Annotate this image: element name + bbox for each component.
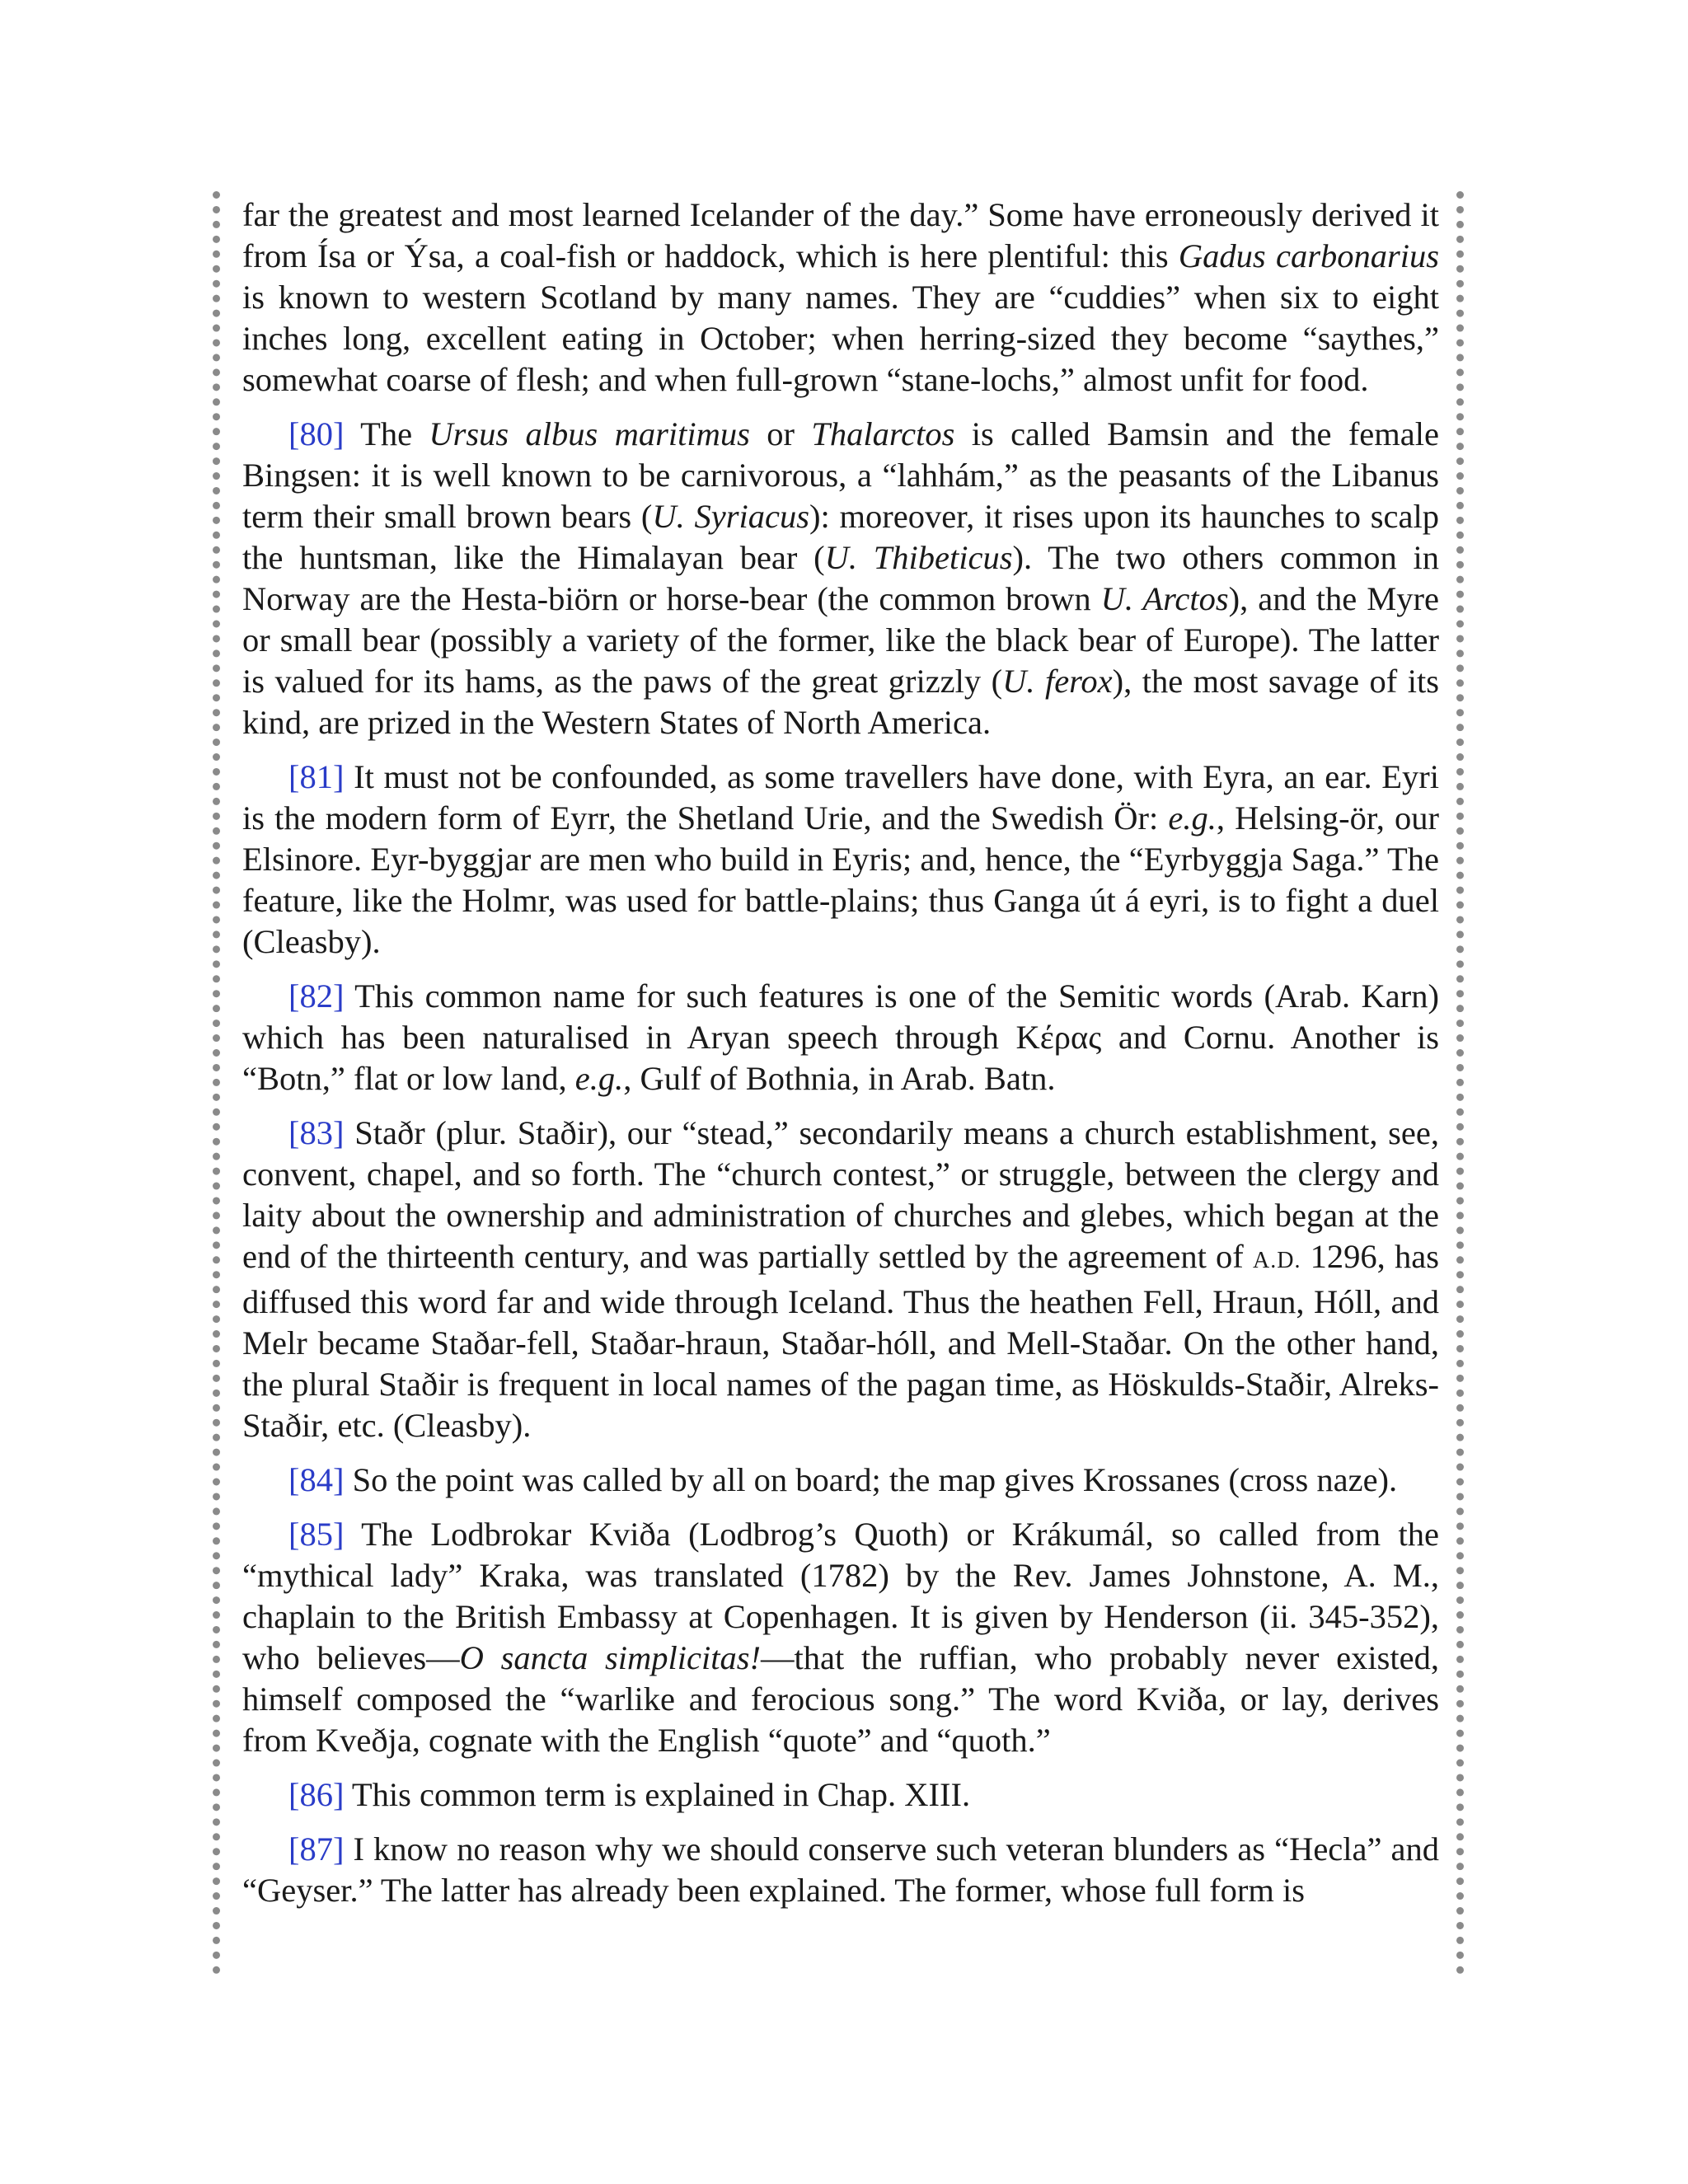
footnote-paragraph [242,1774,1439,1816]
body-text: ): moreover, it rises upon its haunches to scalp the huntsman, like the Himalayan bear ( [242,498,1439,576]
footnote-paragraph [242,194,1439,401]
footnote-ref-link[interactable]: [84] [288,1461,345,1498]
body-text: —that the ruffian, who probably never existed, himself composed the “warlike and ferocious song.” The word Kviða, or lay, derives from Kveðja, cognate with the English “quote” and “quoth.” [242,1639,1439,1759]
body-text: , Gulf of Bothnia, in Arab. Batn. [623,1060,1056,1097]
footnote-paragraph [242,1514,1439,1761]
footnote-ref-link[interactable]: [80] [288,415,345,452]
footnote-ref-link[interactable]: [87] [288,1830,345,1868]
footnote-ref-link[interactable]: [86] [288,1776,345,1813]
body-text: far the greatest and most learned Icelander of the day.” Some have erroneously derived it from Ísa or Ýsa, a coal-fish or haddock, which is here plentiful: this [242,196,1439,274]
footnote-paragraph [242,1829,1439,1911]
body-text: The Lodbrokar Kviða (Lodbrog’s Quoth) or Krákumál, so called from the “mythical lady” Kraka, was translated (1782) by the Rev. James Johnstone, A. M., chaplain to the British Embassy at Copenhagen. It is given by Henderson (ii. 345-352), who believes— [242,1516,1439,1676]
body-text: is known to western Scotland by many names. They are “cuddies” when six to eight inches long, excellent eating in October; when herring-sized they become “saythes,” somewhat coarse of flesh; and when full-grown “stane-lochs,” almost unfit for food. [242,279,1439,398]
body-text: This common name for such features is one of the Semitic words (Arab. Karn) which has been naturalised in Aryan speech through Κέρας and Cornu. Another is “Botn,” flat or low land, [242,977,1439,1097]
smallcaps-text: A.D. [1253,1248,1301,1273]
body-text: So the point was called by all on board; the map gives Krossanes (cross naze). [344,1461,1398,1498]
footnote-ref-link[interactable]: [82] [288,977,345,1015]
footnote-paragraph [242,757,1439,963]
body-text: I know no reason why we should conserve such veteran blunders as “Hecla” and “Geyser.” The latter has already been explained. The former, whose full form is [242,1830,1439,1909]
body-text: or [749,415,812,452]
body-text: is called Bamsin and the female Bingsen: it is well known to be carnivorous, a “lahhám,” as the peasants of the Libanus term their small brown bears ( [242,415,1439,535]
italic-text: U. ferox [1002,663,1113,700]
body-text: , Helsing-ör, our Elsinore. Eyr-byggjar are men who build in Eyris; and, hence, the “Eyrbyggja Saga.” The feature, like the Holmr, was used for battle-plains; thus Ganga út á eyri, is to fight a duel (Cleasby). [242,799,1439,960]
footnote-paragraph [242,1460,1439,1501]
italic-text: U. Syriacus [652,498,810,535]
footnote-ref-link[interactable]: [83] [288,1114,345,1151]
footnote-paragraph [242,1113,1439,1446]
footnote-ref-link[interactable]: [85] [288,1516,345,1553]
italic-text: Thalarctos [811,415,955,452]
italic-text: e.g. [1168,799,1217,837]
italic-text: O sancta simplicitas! [459,1639,762,1676]
body-text: This common term is explained in Chap. XIII. [344,1776,971,1813]
italic-text: U. Arctos [1100,580,1229,617]
body-text: ), and the Myre or small bear (possibly a variety of the former, like the black bear of Europe). The latter is valued for its hams, as the paws of the great grizzly ( [242,580,1439,700]
body-text: ), the most savage of its kind, are prized in the Western States of North America. [242,663,1439,741]
body-text: 1296, has diffused this word far and wide through Iceland. Thus the heathen Fell, Hraun, Hóll, and Melr became Staðar-fell, Staðar-hraun, Staðar-hóll, and Mell-Staðar. On the other hand, the plural Staðir is frequent in local names of the pagan time, as Höskulds-Staðir, Alreks-Staðir, etc. (Cleasby). [242,1238,1439,1444]
italic-text: Gadus carbonarius [1178,237,1439,274]
footnote-paragraph [242,414,1439,743]
footnote-paragraph [242,976,1439,1099]
body-text: The [344,415,429,452]
body-text: Staðr (plur. Staðir), our “stead,” secondarily means a church establishment, see, convent, chapel, and so forth. The “church contest,” or struggle, between the clergy and laity about the ownership and administration of churches and glebes, which began at the end of the thirteenth century, and was partially settled by the agreement of [242,1114,1439,1275]
italic-text: Ursus albus maritimus [429,415,750,452]
body-text: ). The two others common in Norway are the Hesta-biörn or horse-bear (the common brown [242,539,1439,617]
italic-text: e.g. [574,1060,624,1097]
text-column [242,194,1439,1924]
body-text: It must not be confounded, as some travellers have done, with Eyra, an ear. Eyri is the modern form of Eyrr, the Shetland Urie, and the Swedish Ör: [242,758,1439,837]
footnote-ref-link[interactable]: [81] [288,758,345,795]
italic-text: U. Thibeticus [824,539,1013,576]
